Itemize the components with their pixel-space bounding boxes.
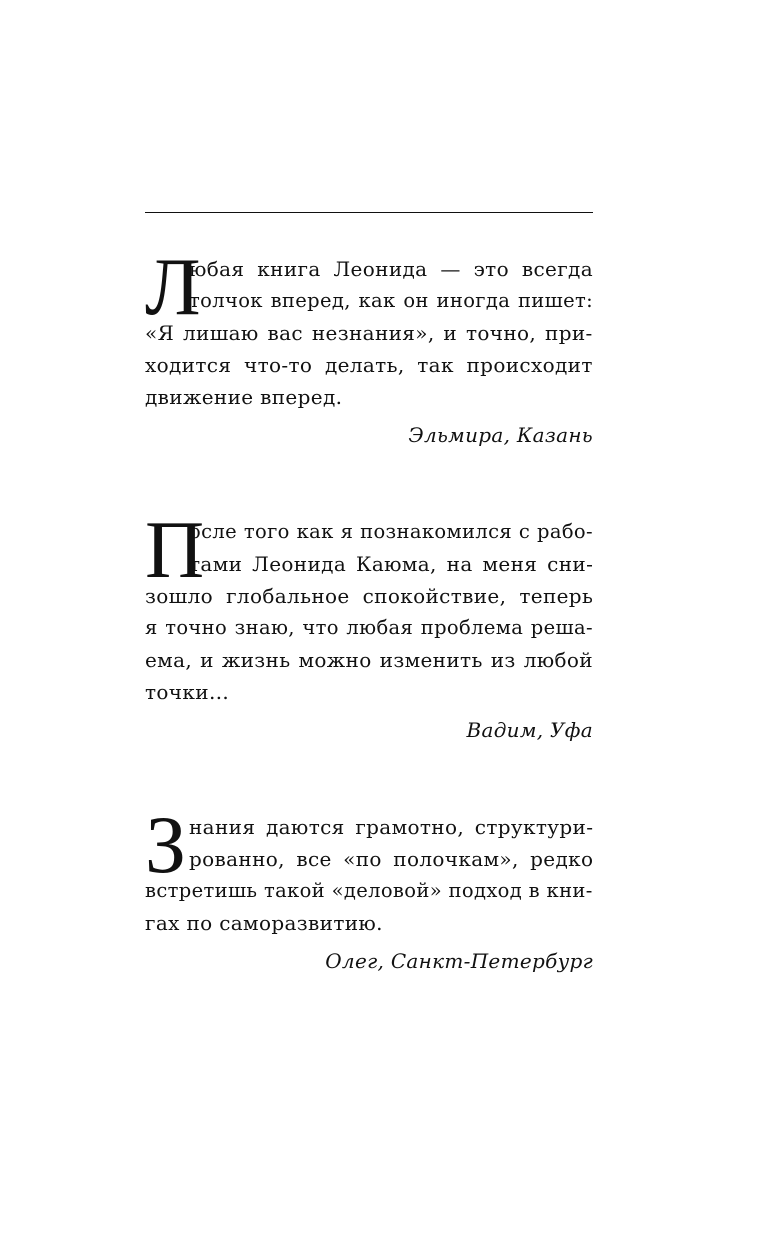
review-author: Эльмира, Казань [408,423,593,447]
review-author: Вадим, Уфа [466,718,593,742]
review-line: осле того как я познакомился с рабо- [189,520,593,543]
review-line: юбая книга Леонида — это всегда [189,257,593,281]
drop-cap: З [145,799,187,890]
review-line: нания даются грамотно, структури- [189,815,594,839]
drop-cap: П [145,504,205,595]
review-line: встретишь такой «деловой» подход в кни- [145,879,593,902]
review-author: Олег, Санкт-Петербург [325,949,593,973]
review-line: движение вперед. [145,385,343,409]
review-line: рованно, все «по полочкам», редко [189,847,594,871]
drop-cap: Л [145,241,201,332]
review-line: зошло глобальное спокойствие, теперь [145,584,594,608]
top-divider [145,212,593,213]
review-line: гах по саморазвитию. [145,911,383,935]
review-line: толчок вперед, как он иногда пишет: [189,289,594,312]
review-line: тами Леонида Каюма, на меня сни- [189,552,594,576]
review-line: ходится что-то делать, так происходит [145,353,593,377]
review-line: точки… [145,680,230,704]
review-line: ема, и жизнь можно изменить из любой [145,648,593,672]
review-line: «Я лишаю вас незнания», и точно, при- [145,321,593,345]
review-line: я точно знаю, что любая проблема реша- [145,616,593,639]
